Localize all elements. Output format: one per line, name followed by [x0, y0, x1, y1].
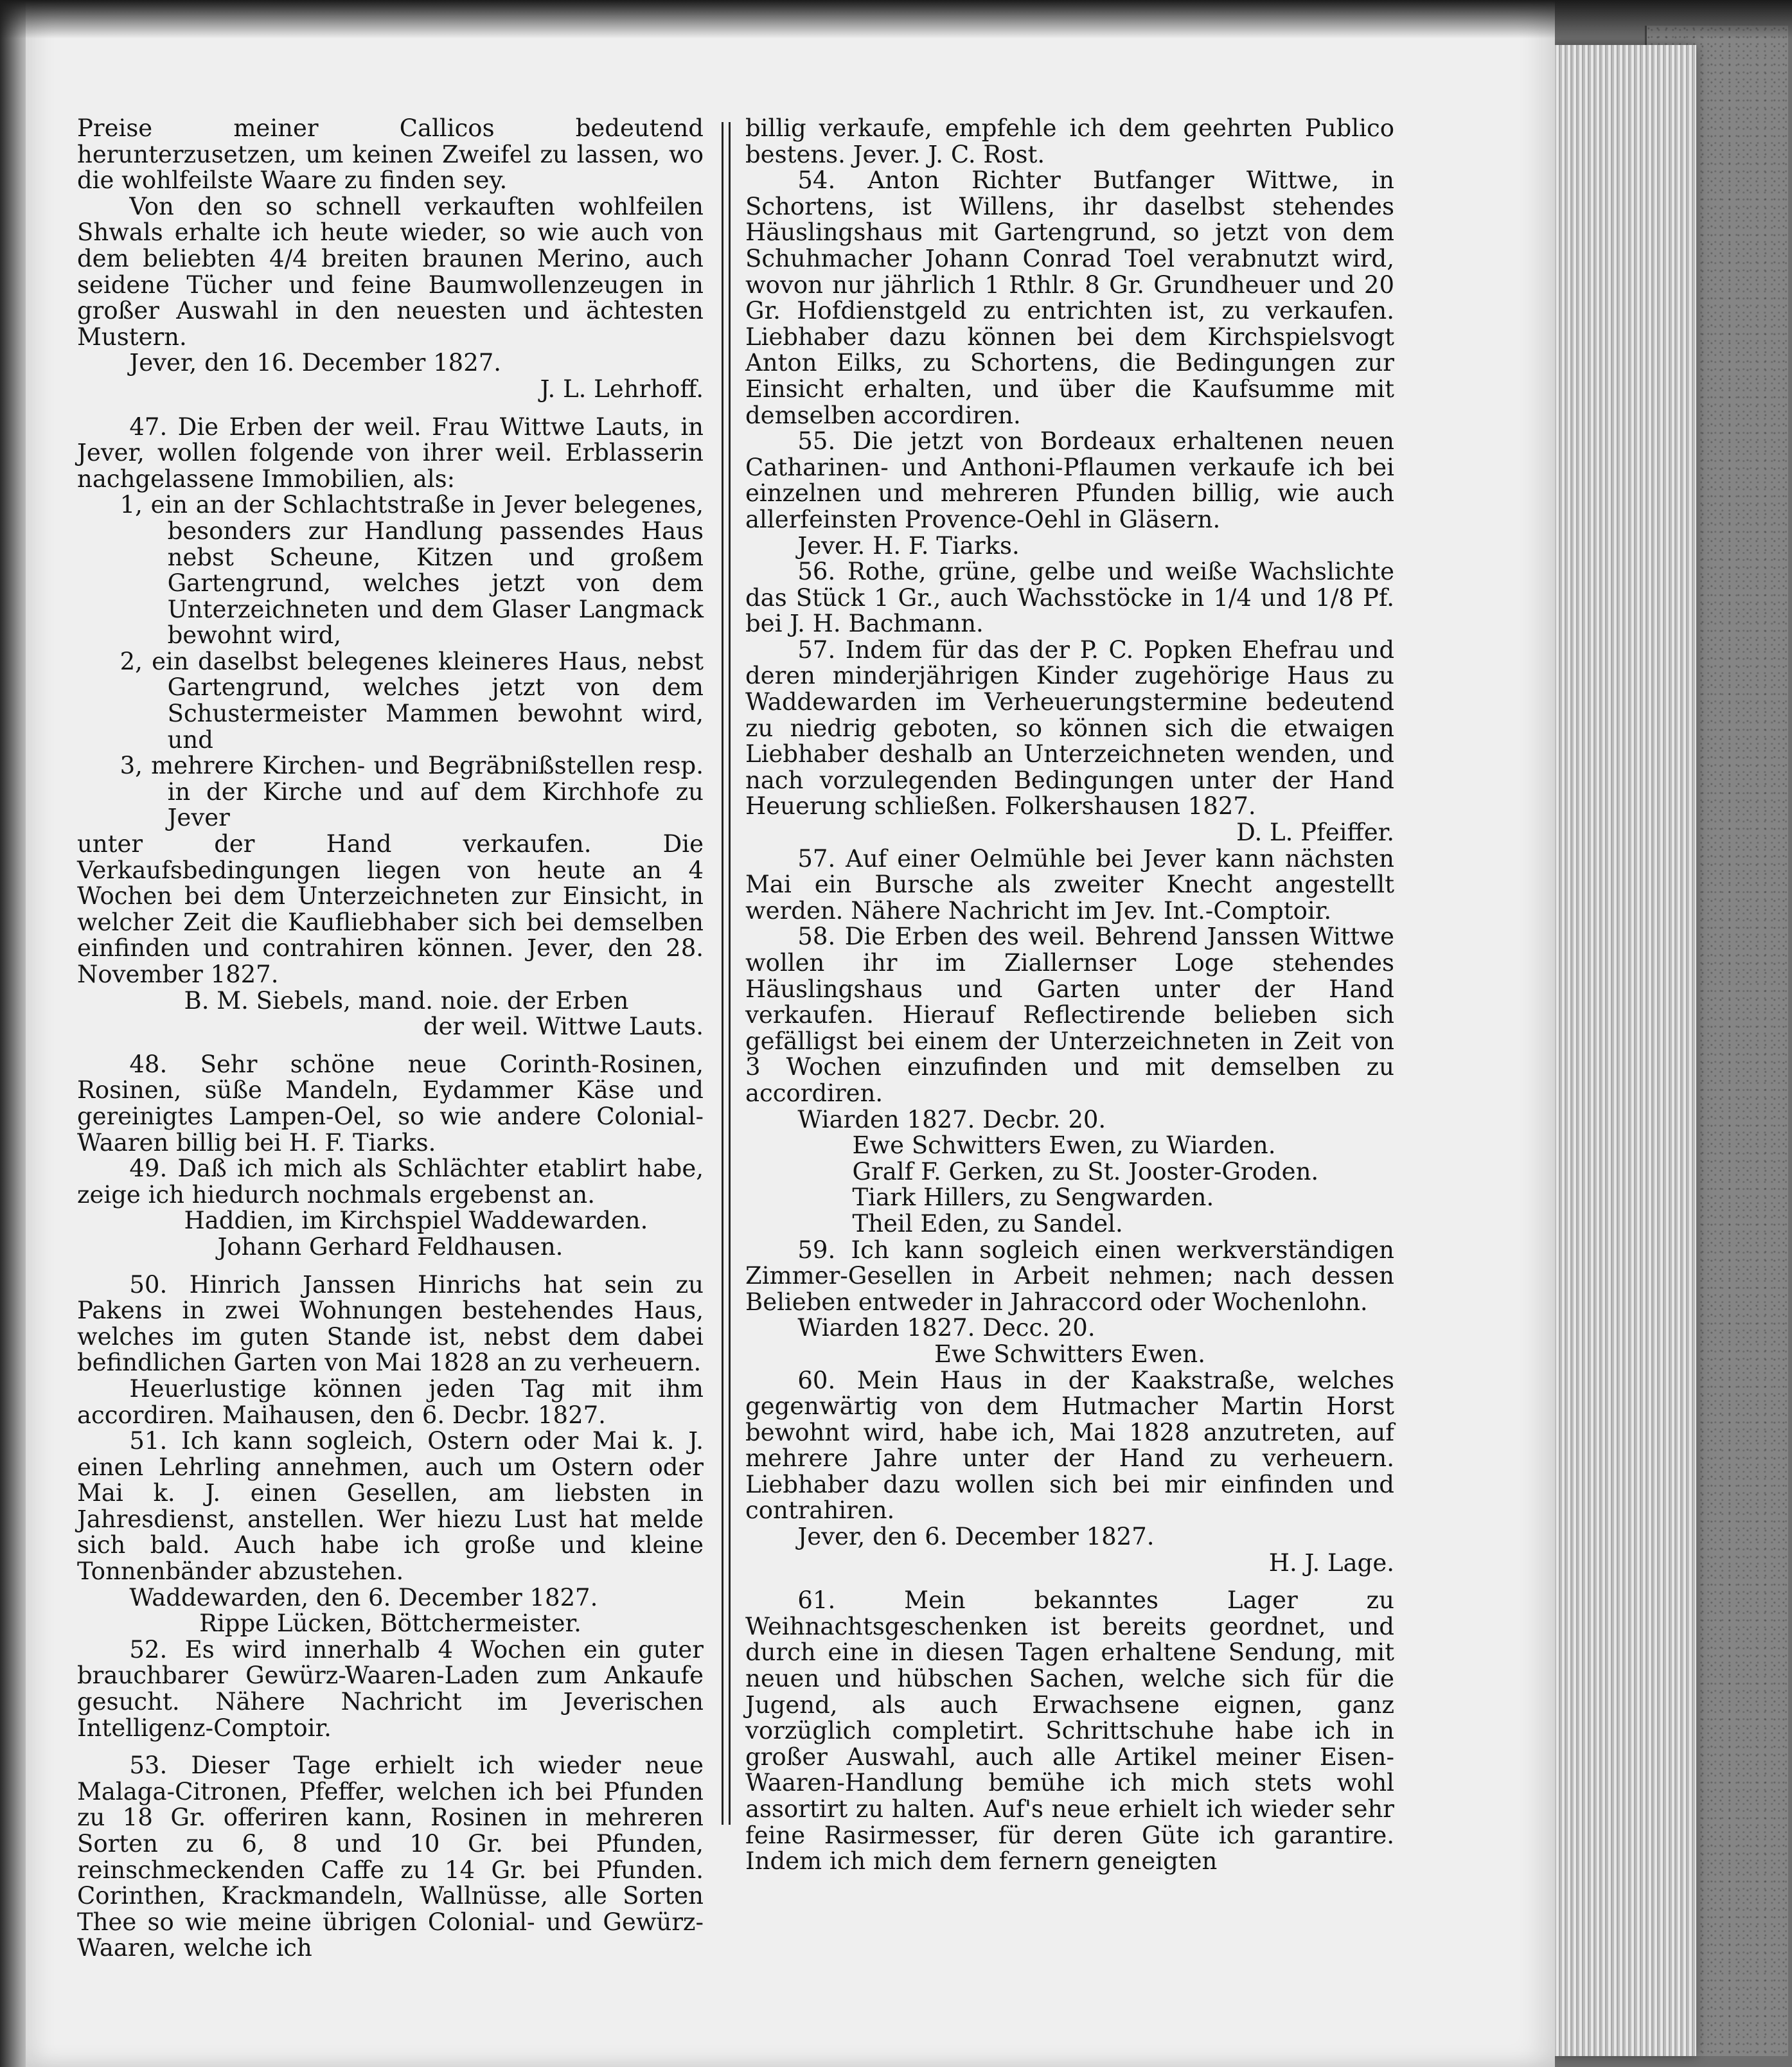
left-column-paragraph: 2, ein daselbst belegenes kleineres Haus, nebst Gartengrund, welches jetzt von dem Schustermeister Mammen bewohnt wird, und [120, 647, 704, 754]
left-column-paragraph: Johann Gerhard Feldhausen. [217, 1232, 563, 1261]
right-column-paragraph: Ewe Schwitters Ewen, zu Wiarden. [852, 1131, 1276, 1160]
right-column-paragraph: D. L. Pfeiffer. [1236, 819, 1394, 847]
right-column-paragraph: 61. Mein bekanntes Lager zu Weihnachtsgeschenken ist bereits geordnet, und durch eine in diesen Tagen erhaltene Sendung, mit neuen und hübschen Sachen, welche sich für die Jugend, als auch Erwachsene eignen, ganz vorzüglich completirt. Schrittschuhe habe ich in großer Auswahl, auch alle Artikel meiner Eisen-Waaren-Handlung bemühe ich mich stets wohl assortirt zu halten. Auf's neue erhielt ich wieder sehr feine Rasirmesser, für deren Güte ich garantire. Indem ich mich dem fernern geneigten [745, 1586, 1394, 1876]
right-column-paragraph: Wiarden 1827. Decc. 20. [797, 1314, 1096, 1342]
left-column-paragraph: 1, ein an der Schlachtstraße in Jever belegenes, besonders zur Handlung passendes Haus nebst Scheune, Kitzen und großem Gartengrund, welches jetzt von dem Unterzeichneten und dem Glaser Langmack bewohnt wird, [120, 491, 704, 650]
left-column-paragraph: 49. Daß ich mich als Schlächter etablirt habe, zeige ich hiedurch nochmals ergebenst an. [77, 1155, 704, 1209]
left-column [77, 116, 704, 1962]
left-column-paragraph: Rippe Lücken, Böttchermeister. [199, 1610, 581, 1638]
left-column-paragraph: Von den so schnell verkauften wohlfeilen Shwals erhalte ich heute wieder, so wie auch von dem beliebten 4/4 breiten braunen Merino, auch seidene Tücher und feine Baumwollenzeugen in großer Auswahl in den neuesten und ächtesten Mustern. [77, 192, 704, 351]
right-column-paragraph: 54. Anton Richter Butfanger Wittwe, in Schortens, ist Willens, ihr daselbst stehendes Häuslingshaus mit Gartengrund, so jetzt von dem Schuhmacher Johann Conrad Toel verabnutzt wird, wovon nur jährlich 1 Rthlr. 8 Gr. Grundheuer und 20 Gr. Hofdienstgeld zu entrichten ist, zu verkaufen. Liebhaber dazu können bei dem Kirchspielsvogt Anton Eilks, zu Schortens, die Bedingungen zur Einsicht erhalten, und über die Kaufsumme mit demselben accordiren. [745, 166, 1394, 429]
right-column-paragraph: 60. Mein Haus in der Kaakstraße, welches gegenwärtig von dem Hutmacher Martin Horst bewohnt wird, habe ich, Mai 1828 anzutreten, auf mehrere Jahre unter der Hand zu verheuern. Liebhaber dazu wollen sich bei mir einfinden und contrahiren. [745, 1366, 1394, 1525]
left-column-paragraph: Waddewarden, den 6. December 1827. [129, 1583, 598, 1611]
left-column-paragraph: 53. Dieser Tage erhielt ich wieder neue Malaga-Citronen, Pfeffer, welchen ich bei Pfunden zu 18 Gr. offeriren kann, Rosinen in mehreren Sorten zu 6, 8 und 10 Gr. bei Pfunden, reinschmeckenden Caffe zu 14 Gr. bei Pfunden. Corinthen, Krackmandeln, Wallnüsse, alle Sorten Thee so wie meine übrigen Colonial- und Gewürz-Waaren, welche ich [77, 1752, 704, 1962]
left-column-paragraph: 52. Es wird innerhalb 4 Wochen ein guter brauchbarer Gewürz-Waaren-Laden zum Ankaufe gesucht. Nähere Nachricht im Jeverischen Intelligenz-Comptoir. [77, 1635, 704, 1742]
left-column-paragraph: Heuerlustige können jeden Tag mit ihm accordiren. Maihausen, den 6. Decbr. 1827. [77, 1374, 704, 1429]
newspaper-page [26, 0, 1555, 2067]
right-column-paragraph: 58. Die Erben des weil. Behrend Janssen Wittwe wollen ihr im Ziallernser Loge stehendes Häuslingshaus und Garten unter der Hand verkaufen. Hierauf Reflectirende belieben sich gefälligst bei einem der Unterzeichneten in Zeit von 3 Wochen einzufinden und mit demselben zu accordiren. [745, 923, 1394, 1107]
right-column-paragraph: Ewe Schwitters Ewen. [934, 1340, 1205, 1368]
right-column-paragraph: 55. Die jetzt von Bordeaux erhaltenen neuen Catharinen- und Anthoni-Pflaumen verkaufe ich bei einzelnen und mehreren Pfunden billig, wie auch allerfeinsten Provence-Oehl in Gläsern. [745, 427, 1394, 533]
page-stack-edge [1548, 45, 1696, 2056]
right-column-paragraph: 57. Auf einer Oelmühle bei Jever kann nächsten Mai ein Bursche als zweiter Knecht angestellt werden. Nähere Nachricht im Jev. Int.-Comptoir. [745, 844, 1394, 925]
left-column-paragraph: unter der Hand verkaufen. Die Verkaufsbedingungen liegen von heute an 4 Wochen bei dem Unterzeichneten zur Einsicht, in welcher Zeit die Kaufliebhaber sich bei demselben einfinden und contrahiren können. Jever, den 28. November 1827. [77, 830, 704, 988]
right-column-paragraph: Jever, den 6. December 1827. [797, 1523, 1155, 1551]
right-column-paragraph: 59. Ich kann sogleich einen werkverständigen Zimmer-Gesellen in Arbeit nehmen; nach dessen Belieben entweder in Jahraccord oder Wochenlohn. [745, 1236, 1394, 1316]
right-column-paragraph: billig verkaufe, empfehle ich dem geehrten Publico bestens. Jever. J. C. Rost. [745, 114, 1394, 168]
right-column-paragraph: Tiark Hillers, zu Sengwarden. [852, 1184, 1214, 1212]
left-column-paragraph: 48. Sehr schöne neue Corinth-Rosinen, Rosinen, süße Mandeln, Eydammer Käse und gereinigtes Lampen-Oel, so wie andere Colonial-Waaren billig bei H. F. Tiarks. [77, 1050, 704, 1157]
left-column-paragraph: 51. Ich kann sogleich, Ostern oder Mai k. J. einen Lehrling annehmen, auch um Ostern oder Mai k. J. einen Gesellen, am liebsten in Jahresdienst, anstellen. Wer hiezu Lust hat melde sich bald. Auch habe ich große und kleine Tonnenbänder abzustehen. [77, 1427, 704, 1586]
right-column-paragraph: Jever. H. F. Tiarks. [797, 531, 1020, 560]
left-column-paragraph: Preise meiner Callicos bedeutend herunterzusetzen, um keinen Zweifel zu lassen, wo die wohlfeilste Waare zu finden sey. [77, 114, 704, 195]
left-column-paragraph: Haddien, im Kirchspiel Waddewarden. [184, 1207, 648, 1235]
right-column-paragraph: H. J. Lage. [1268, 1548, 1394, 1577]
left-column-paragraph: der weil. Wittwe Lauts. [423, 1013, 704, 1041]
right-column [745, 116, 1394, 1875]
right-column-paragraph: 57. Indem für das der P. C. Popken Ehefrau und deren minderjährigen Kinder zugehörige Haus zu Waddewarden im Verheuerungstermine bedeutend zu niedrig geboten, so können sich die etwaigen Liebhaber deshalb an Unterzeichneten wenden, und nach vorzulegenden Bedingungen unter der Hand Heuerung schließen. Folkershausen 1827. [745, 635, 1394, 821]
left-column-paragraph: Jever, den 16. December 1827. [129, 349, 502, 377]
left-column-paragraph: 47. Die Erben der weil. Frau Wittwe Lauts, in Jever, wollen folgende von ihrer weil. Erblasserin nachgelassene Immobilien, als: [77, 413, 704, 493]
top-shadow [0, 0, 1792, 39]
right-column-paragraph: Wiarden 1827. Decbr. 20. [797, 1105, 1106, 1133]
left-column-paragraph: 50. Hinrich Janssen Hinrichs hat sein zu Pakens in zwei Wohnungen bestehendes Haus, welches im guten Stande ist, nebst dem dabei befindlichen Garten von Mai 1828 an zu verheuern. [77, 1270, 704, 1377]
left-column-paragraph: B. M. Siebels, mand. noie. der Erben [184, 986, 629, 1015]
left-column-paragraph: J. L. Lehrhoff. [540, 375, 704, 403]
left-column-paragraph: 3, mehrere Kirchen- und Begräbnißstellen resp. in der Kirche und auf dem Kirchhofe zu Jever [120, 752, 704, 832]
right-column-paragraph: Theil Eden, zu Sandel. [852, 1209, 1123, 1238]
right-column-paragraph: Gralf F. Gerken, zu St. Jooster-Groden. [852, 1157, 1319, 1185]
right-column-paragraph: 56. Rothe, grüne, gelbe und weiße Wachslichte das Stück 1 Gr., auch Wachsstöcke in 1/4 und 1/8 Pf. bei J. H. Bachmann. [745, 558, 1394, 638]
column-divider [722, 122, 731, 1825]
